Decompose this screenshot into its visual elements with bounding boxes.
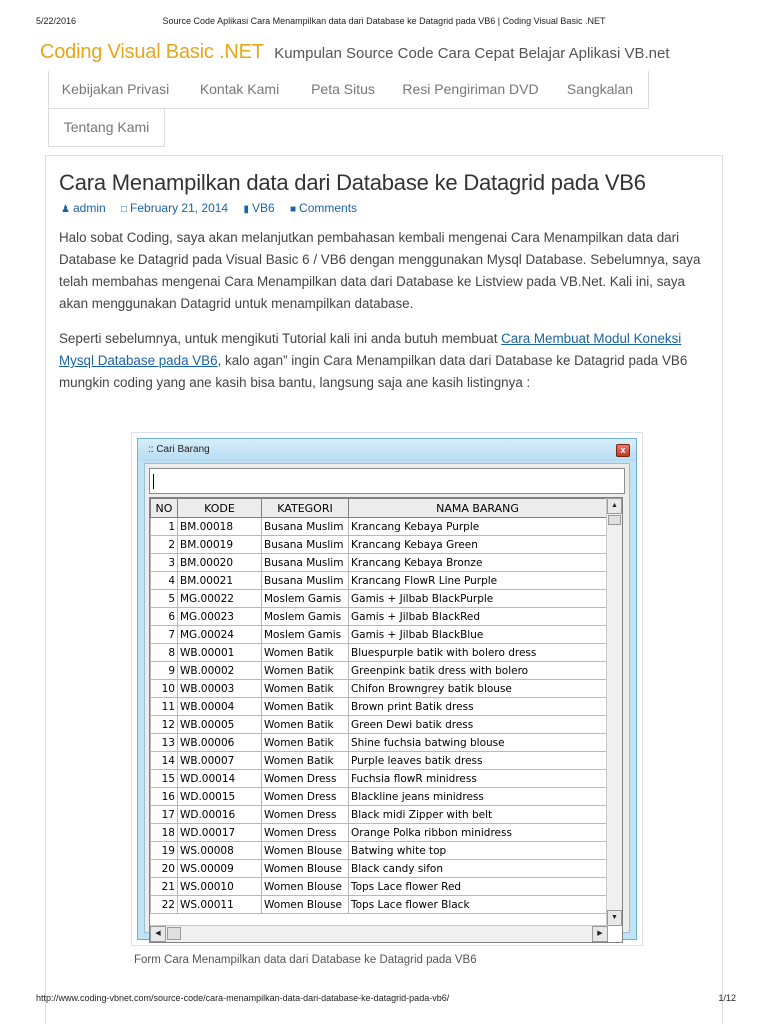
table-row[interactable]: [151, 806, 607, 824]
datagrid-header-row: [151, 499, 607, 518]
window-title: :: Cari Barang: [148, 444, 210, 455]
cell-kategori[interactable]: Moslem Gamis: [262, 608, 349, 626]
cell-nama-barang[interactable]: Green Dewi batik dress: [349, 716, 607, 734]
table-row[interactable]: [151, 554, 607, 572]
print-url: http://www.coding-vbnet.com/source-code/cara-menampilkan-data-dari-database-ke-datagrid-pada-vb6/: [36, 993, 450, 1003]
meta-category[interactable]: [243, 201, 274, 215]
cell-no[interactable]: 13: [151, 734, 178, 752]
cell-kode[interactable]: BM.00019: [178, 536, 262, 554]
nav-label: Kebijakan Privasi: [61, 81, 170, 97]
cell-no[interactable]: 1: [151, 518, 178, 536]
datagrid[interactable]: [149, 497, 623, 943]
cell-nama-barang[interactable]: Gamis + Jilbab BlackPurple: [349, 590, 607, 608]
horizontal-scrollbar[interactable]: [150, 925, 608, 942]
figure-caption: Form Cara Menampilkan data dari Database ke Datagrid pada VB6: [134, 954, 477, 966]
cell-nama-barang[interactable]: Krancang Kebaya Bronze: [349, 554, 607, 572]
table-row[interactable]: [151, 644, 607, 662]
scroll-left-icon[interactable]: ◀: [150, 926, 166, 942]
cell-kode[interactable]: WS.00011: [178, 896, 262, 914]
cell-nama-barang[interactable]: Blackline jeans minidress: [349, 788, 607, 806]
cell-kode[interactable]: WD.00016: [178, 806, 262, 824]
cell-kode[interactable]: WS.00008: [178, 842, 262, 860]
cell-nama-barang[interactable]: Greenpink batik dress with bolero: [349, 662, 607, 680]
meta-comments[interactable]: [290, 201, 357, 215]
cell-no[interactable]: 6: [151, 608, 178, 626]
author-label: admin: [72, 201, 106, 215]
cell-kode[interactable]: BM.00021: [178, 572, 262, 590]
comment-icon: ■: [290, 204, 297, 215]
vb6-form-screenshot: [131, 432, 643, 946]
cell-nama-barang[interactable]: Purple leaves batik dress: [349, 752, 607, 770]
cell-nama-barang[interactable]: Black candy sifon: [349, 860, 607, 878]
cell-kode[interactable]: WS.00009: [178, 860, 262, 878]
text-caret: [153, 474, 154, 489]
table-row[interactable]: [151, 662, 607, 680]
cell-kode[interactable]: WD.00014: [178, 770, 262, 788]
cell-nama-barang[interactable]: Orange Polka ribbon minidress: [349, 824, 607, 842]
cell-kode[interactable]: WD.00015: [178, 788, 262, 806]
cell-nama-barang[interactable]: Fuchsia flowR minidress: [349, 770, 607, 788]
cell-nama-barang[interactable]: Tops Lace flower Black: [349, 896, 607, 914]
site-tagline: Kumpulan Source Code Cara Cepat Belajar Aplikasi VB.net: [274, 45, 670, 62]
datagrid-body: [151, 518, 607, 914]
nav-item-sangkalan[interactable]: [552, 71, 649, 109]
nav-item-peta-situs[interactable]: [297, 71, 390, 109]
cell-kode[interactable]: WB.00005: [178, 716, 262, 734]
cell-no[interactable]: 11: [151, 698, 178, 716]
cell-no[interactable]: 16: [151, 788, 178, 806]
cell-kategori[interactable]: Women Batik: [262, 716, 349, 734]
table-row[interactable]: [151, 824, 607, 842]
cell-nama-barang[interactable]: Gamis + Jilbab BlackBlue: [349, 626, 607, 644]
cell-no[interactable]: 15: [151, 770, 178, 788]
window-body: [144, 463, 630, 937]
category-label: VB6: [251, 201, 275, 215]
cell-nama-barang[interactable]: Krancang Kebaya Purple: [349, 518, 607, 536]
para2-text-before: Seperti sebelumnya, untuk mengikuti Tutorial kali ini anda butuh membuat: [59, 331, 502, 346]
cell-kode[interactable]: WB.00001: [178, 644, 262, 662]
cell-kode[interactable]: WB.00003: [178, 680, 262, 698]
cell-kategori[interactable]: Busana Muslim: [262, 518, 349, 536]
cell-nama-barang[interactable]: Gamis + Jilbab BlackRed: [349, 608, 607, 626]
scroll-thumb[interactable]: [608, 515, 621, 525]
cell-nama-barang[interactable]: Brown print Batik dress: [349, 698, 607, 716]
cell-no[interactable]: 22: [151, 896, 178, 914]
search-input[interactable]: [149, 468, 625, 494]
cell-kode[interactable]: WB.00006: [178, 734, 262, 752]
post-meta: [61, 201, 369, 215]
cell-kode[interactable]: MG.00022: [178, 590, 262, 608]
cell-no[interactable]: 9: [151, 662, 178, 680]
post-content: [45, 155, 723, 1024]
table-row[interactable]: [151, 680, 607, 698]
folder-icon: ▮: [243, 204, 249, 215]
cell-kategori[interactable]: Busana Muslim: [262, 572, 349, 590]
cell-nama-barang[interactable]: Batwing white top: [349, 842, 607, 860]
cell-kategori[interactable]: Women Dress: [262, 806, 349, 824]
table-row[interactable]: [151, 752, 607, 770]
cell-kategori[interactable]: Busana Muslim: [262, 554, 349, 572]
cell-nama-barang[interactable]: Shine fuchsia batwing blouse: [349, 734, 607, 752]
table-row[interactable]: [151, 716, 607, 734]
datagrid-table: [150, 498, 607, 914]
koneksi-mysql-link[interactable]: Cara Membuat Modul Koneksi Mysql Database pada VB6: [59, 331, 682, 368]
table-row[interactable]: [151, 860, 607, 878]
cell-no[interactable]: 20: [151, 860, 178, 878]
cell-no[interactable]: 3: [151, 554, 178, 572]
calendar-icon: □: [121, 204, 128, 215]
cell-no[interactable]: 17: [151, 806, 178, 824]
cell-kategori[interactable]: Women Batik: [262, 644, 349, 662]
cell-kode[interactable]: WB.00007: [178, 752, 262, 770]
cell-no[interactable]: 14: [151, 752, 178, 770]
cell-kategori[interactable]: Women Batik: [262, 752, 349, 770]
nav-item-kebijakan-privasi[interactable]: [48, 71, 183, 109]
cell-no[interactable]: 18: [151, 824, 178, 842]
date-label: February 21, 2014: [130, 201, 229, 215]
table-row[interactable]: [151, 896, 607, 914]
table-row[interactable]: [151, 734, 607, 752]
cell-nama-barang[interactable]: Tops Lace flower Red: [349, 878, 607, 896]
cell-kode[interactable]: MG.00024: [178, 626, 262, 644]
comments-label: Comments: [299, 201, 358, 215]
cell-nama-barang[interactable]: Krancang FlowR Line Purple: [349, 572, 607, 590]
table-row[interactable]: [151, 518, 607, 536]
intro-paragraph: Halo sobat Coding, saya akan melanjutkan pembahasan kembali mengenai Cara Menampilkan data dari Database ke Datagrid pada Visual Basic 6 / VB6 dengan menggunakan Mysql Database. Sebelumnya, saya telah membahas mengenai Cara Menampilkan data dari Database ke Listview pada VB.Net. Kali ini, saya akan menggunakan Datagrid untuk menampilkan database.: [59, 230, 701, 311]
table-row[interactable]: [151, 788, 607, 806]
window-frame: [137, 438, 637, 940]
cell-kategori[interactable]: Women Dress: [262, 824, 349, 842]
cell-kategori[interactable]: Women Blouse: [262, 842, 349, 860]
meta-author[interactable]: [61, 201, 106, 215]
cell-kategori[interactable]: Busana Muslim: [262, 536, 349, 554]
cell-no[interactable]: 19: [151, 842, 178, 860]
cell-no[interactable]: 21: [151, 878, 178, 896]
cell-no[interactable]: 12: [151, 716, 178, 734]
cell-kategori[interactable]: Women Batik: [262, 680, 349, 698]
user-icon: ♟: [61, 204, 70, 215]
cell-no[interactable]: 4: [151, 572, 178, 590]
nav-item-resi-pengiriman[interactable]: [389, 71, 553, 109]
nav-item-tentang-kami[interactable]: [48, 109, 165, 147]
column-header-kategori[interactable]: KATEGORI: [262, 499, 349, 518]
cell-no[interactable]: 8: [151, 644, 178, 662]
table-row[interactable]: [151, 842, 607, 860]
column-header-nama-barang[interactable]: NAMA BARANG: [349, 499, 607, 518]
cell-kode[interactable]: MG.00023: [178, 608, 262, 626]
table-row[interactable]: [151, 770, 607, 788]
second-paragraph: [59, 328, 711, 394]
cell-kategori[interactable]: Women Batik: [262, 698, 349, 716]
nav-label: Peta Situs: [311, 81, 375, 97]
cell-nama-barang[interactable]: Black midi Zipper with belt: [349, 806, 607, 824]
cell-kode[interactable]: WS.00010: [178, 878, 262, 896]
nav-label: Resi Pengiriman DVD: [402, 81, 539, 97]
cell-kategori[interactable]: Women Dress: [262, 788, 349, 806]
site-title[interactable]: Coding Visual Basic .NET: [40, 41, 264, 63]
nav-label: Kontak Kami: [199, 81, 280, 97]
cell-no[interactable]: 5: [151, 590, 178, 608]
cell-kategori[interactable]: Women Dress: [262, 770, 349, 788]
print-doc-title: Source Code Aplikasi Cara Menampilkan data dari Database ke Datagrid pada VB6 | Coding Visual Basic .NET: [162, 16, 606, 26]
table-row[interactable]: [151, 878, 607, 896]
cell-no[interactable]: 7: [151, 626, 178, 644]
para2-text-after: , kalo agan” ingin Cara Menampilkan data dari Database ke Datagrid pada VB6 mungkin coding yang ane kasih bisa bantu, langsung saja ane kasih listingnya :: [59, 353, 688, 390]
table-row[interactable]: [151, 572, 607, 590]
post-title: Cara Menampilkan data dari Database ke Datagrid pada VB6: [59, 170, 646, 195]
scroll-up-icon[interactable]: ▲: [607, 498, 622, 514]
cell-nama-barang[interactable]: Krancang Kebaya Green: [349, 536, 607, 554]
cell-kategori[interactable]: Women Blouse: [262, 896, 349, 914]
scroll-down-icon[interactable]: ▼: [607, 910, 622, 926]
cell-kode[interactable]: BM.00020: [178, 554, 262, 572]
nav-label: Sangkalan: [566, 81, 634, 97]
nav-label: Tentang Kami: [63, 119, 150, 135]
cell-kategori[interactable]: Women Batik: [262, 734, 349, 752]
print-page-number: 1/12: [718, 993, 736, 1003]
cell-no[interactable]: 10: [151, 680, 178, 698]
cell-kategori[interactable]: Moslem Gamis: [262, 626, 349, 644]
print-date: 5/22/2016: [36, 16, 77, 26]
cell-kategori[interactable]: Women Blouse: [262, 860, 349, 878]
table-row[interactable]: [151, 590, 607, 608]
meta-date[interactable]: [121, 201, 228, 215]
scroll-right-icon[interactable]: ▶: [592, 926, 608, 942]
column-header-no[interactable]: NO: [151, 499, 178, 518]
nav-item-kontak-kami[interactable]: [182, 71, 298, 109]
vertical-scrollbar[interactable]: [606, 498, 622, 926]
hscroll-thumb[interactable]: [167, 927, 181, 940]
table-row[interactable]: [151, 536, 607, 554]
cell-kategori[interactable]: Women Blouse: [262, 878, 349, 896]
column-header-kode[interactable]: KODE: [178, 499, 262, 518]
table-row[interactable]: [151, 626, 607, 644]
close-icon[interactable]: x: [616, 444, 630, 457]
table-row[interactable]: [151, 608, 607, 626]
cell-kode[interactable]: WB.00004: [178, 698, 262, 716]
cell-kode[interactable]: WB.00002: [178, 662, 262, 680]
cell-kategori[interactable]: Moslem Gamis: [262, 590, 349, 608]
cell-nama-barang[interactable]: Bluespurple batik with bolero dress: [349, 644, 607, 662]
cell-no[interactable]: 2: [151, 536, 178, 554]
table-row[interactable]: [151, 698, 607, 716]
window-titlebar[interactable]: [138, 439, 636, 461]
cell-kode[interactable]: BM.00018: [178, 518, 262, 536]
cell-kategori[interactable]: Women Batik: [262, 662, 349, 680]
cell-kode[interactable]: WD.00017: [178, 824, 262, 842]
cell-nama-barang[interactable]: Chifon Browngrey batik blouse: [349, 680, 607, 698]
site-header: [40, 41, 740, 64]
